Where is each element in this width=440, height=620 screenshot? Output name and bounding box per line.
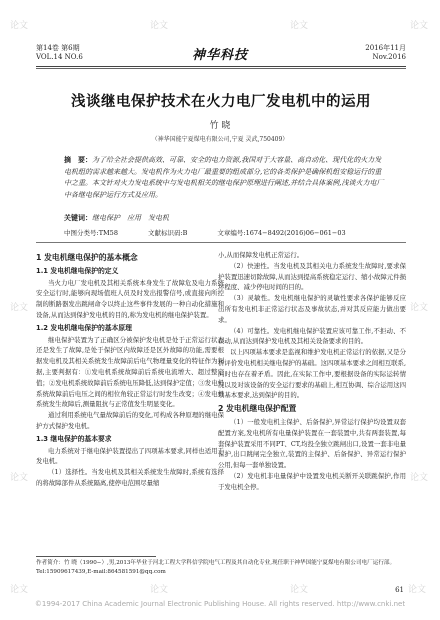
watermark: 论文	[150, 585, 169, 595]
author-footnote: 作者简介：竹 晓（1990−）,男,2013年毕业于河北工程大学科信学院电气工程及其自动化专业,现任职于神华国能宁夏煤电有限公司电厂运行部。Tel:15909617439,E-mail:864581591@qq.com	[36, 560, 396, 575]
watermark: 论文	[290, 21, 309, 31]
paper-affiliation: （神华国能宁夏煤电有限公司,宁夏 灵武,750409）	[151, 136, 289, 143]
paragraph: 当火力电厂发电机及其相关系统本身发生了故障危及电力系统安全运行时,能够向现场值班人员及时发出报警信号,或直接向所控制的断路器发出跳闸命令以终止这些事件发展的一种自动化措施和设备,从而达到保护发电机的目的,称为发电机的继电保护装置。	[36, 278, 224, 319]
page-number: 61	[395, 586, 404, 594]
meta-rule	[36, 242, 406, 243]
header-rule	[36, 66, 406, 67]
watermark: 论文	[410, 473, 429, 483]
abstract-label: 摘 要：	[64, 156, 92, 164]
watermark: 论文	[410, 21, 429, 31]
abstract-text: 为了给全社会提供高效、可靠、安全的电力资源,我国对于大容量、高自动化、现代化的火力发电机组的需求越来越大。发电机作为火力电厂最重要的组成部分,它的各类保护是确保机组安稳运行的重中之重。本文针对火力发电系统中与发电机相关的继电保护原理进行阐述,并结合具体案例,浅谈火力电厂中各继电保护运行方式及应用。	[64, 156, 384, 199]
paragraph: 继电保护装置为了正确区分被保护发电机是处于正常运行状态还是发生了故障,是处于保护区内故障还是区外故障的功能,需要根据发电机及其相关系统发生故障前后电气物理量变化的特征作为判据,主要判据有：①发电机系统故障前后系统电流增大、超过整定值；②发电机系统故障前后系统电压降低,达到保护定值；③发电机系统故障前后电压之间的相位角较正常运行时发生改变；④发电机系统发生故障后,测量阻抗与正常值发生明显变化。	[36, 335, 224, 409]
left-column	[36, 250, 224, 489]
watermark: 论文	[10, 21, 29, 31]
watermark: 论文	[408, 585, 427, 595]
subsection-heading: 1.1 发电机继电保护的定义	[36, 266, 119, 275]
header-rule-thin	[36, 68, 406, 69]
paper-author: 竹 晓	[209, 121, 231, 131]
header-issue	[36, 44, 83, 62]
subsection-heading: 1.3 继电保护的基本要求	[36, 434, 112, 443]
article-number: 文章编号:1674−8492(2016)06−061−03	[217, 229, 346, 237]
paragraph: 通过利用系统电气量故障前后的变化,可构成各种原理的继电保护方式保护发电机。	[36, 411, 224, 430]
footnote-rule	[36, 556, 156, 557]
date-en: Nov.2016	[372, 53, 406, 61]
keywords-text: 继电保护 应用 发电机	[92, 214, 169, 222]
watermark: 论文	[410, 303, 429, 313]
right-column	[218, 250, 406, 493]
header-date	[365, 44, 406, 62]
paragraph: 小,从而保障发电机正常运行。	[218, 251, 304, 259]
section-heading: 2 发电机继电保护配置	[218, 404, 297, 414]
paragraph: （1）一般发电机主保护、后备保护,异常运行保护均设置双套配置方案,发电机所有电量保护装置在一套装置中,共有两套装置,每套保护装置采用不同PT、CT,均投全独立跳闸出口,设置一套非电量保护,出口跳闸完全独立,装置的主保护、后备保护、异常运行保护公用,但每一套单独设置。	[218, 417, 406, 470]
watermark: 论文	[10, 473, 29, 483]
paragraph: 电力系统对于继电保护装置提出了四项基本要求,同样也适用于发电机。	[36, 446, 224, 466]
watermark: 论文	[10, 303, 29, 313]
copyright-footer: ©1994-2017 China Academic Journal Electronic Publishing House. All rights reserved. http://www.cnki.net	[34, 600, 406, 608]
journal-logo: 神华科技	[192, 48, 249, 63]
clc-number: 中图分类号:TM58	[64, 229, 118, 237]
paragraph: （4）可靠性。发电机继电保护装置应该可靠工作,不拒动、不误动,从而达到保护发电机及其相关设备要求的目的。	[218, 326, 406, 346]
paper-title: 浅谈继电保护技术在火力电厂发电机中的运用	[71, 94, 371, 110]
paragraph: （2）发电机非电量保护中设置发电机关断开关联跳保护,作用于发电机全停。	[218, 471, 406, 491]
document-code: 文献标识码:B	[147, 229, 188, 237]
issue-cn: 第14卷 第6期	[36, 44, 80, 52]
subsection-heading: 1.2 发电机继电保护的基本原理	[36, 323, 132, 332]
abstract	[64, 155, 388, 201]
watermark: 论文	[290, 585, 309, 595]
watermark: 论文	[10, 585, 29, 595]
watermark: 论文	[150, 21, 169, 31]
issue-en: VOL.14 NO.6	[36, 53, 83, 61]
paragraph: （1）选择性。当发电机及其相关系统发生故障时,系统有选择的将故障部件从系统隔离,使停电范围尽量缩	[36, 468, 224, 487]
classification-meta	[64, 228, 388, 237]
section-heading: 1 发电机继电保护的基本概念	[36, 253, 138, 262]
keywords-label: 关键词：	[64, 214, 92, 222]
paragraph: （2）快速性。当发电机及其相关电力系统发生故障时,要求保护装置迅速切除故障,从而达到提高系统稳定运行、缩小故障元件损坏程度、减少停电时间的目的。	[218, 261, 406, 292]
date-cn: 2016年11月	[365, 44, 406, 52]
paragraph: 以上四项基本要求是监视和维护发电机正常运行的依据,又是分析评价发电机相关继电保护的基础。这四项基本要求之间相互联系,同时也存在着矛盾。因此,在实际工作中,要根据设备的实际运转情况以及对该设备的安全运行要求的基础上,相互协调、综合运用这四项基本要求,达到保护的目的。	[218, 348, 406, 400]
paragraph: （3）灵敏性。发电机继电保护的灵敏性要求各保护能够反应出所有发电机非正常运行状态及事故状态,并对其反应能力做出要求。	[218, 294, 406, 324]
keywords	[64, 213, 388, 223]
